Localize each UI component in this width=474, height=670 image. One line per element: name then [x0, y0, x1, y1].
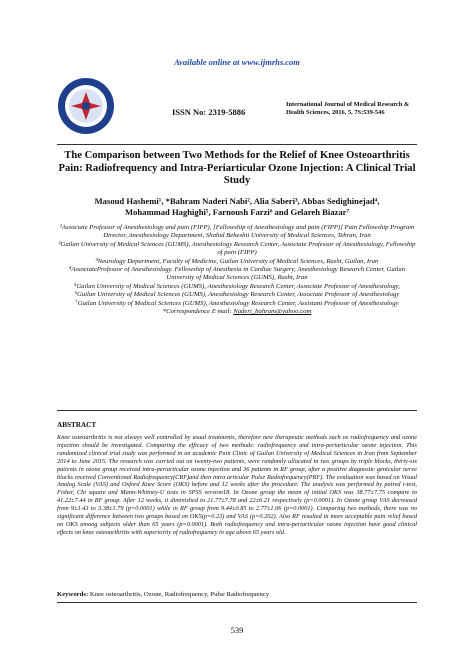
- affiliation-3: ³Neurology Department, Faculty of Medicine, Guilan University of Medical Sciences, Rasht, Guilan, Iran: [95, 257, 379, 265]
- affiliation-6: ⁶Guilan University of Medical Sciences (GUMS), Anesthesiology Research Center, Associate Professor of Anesthesiology: [74, 291, 400, 299]
- keywords-label: Keywords:: [57, 591, 89, 598]
- affiliation-4: ⁴AssociateProfessor of Anesthesiology. Fellowship of Anesthesia in Cardiac Surgery, Anesthesiology Research Center, Guilan University of Medical Sciences (GUMS), Rasht, Iran: [68, 266, 406, 282]
- affiliations: [57, 224, 417, 316]
- affiliation-7: ⁷Guilan University of Medical Sciences (GUMS), Anesthesiology Research Center, Assistant Professor of Anesthesiology: [75, 299, 399, 307]
- author-list: [57, 196, 417, 218]
- correspondence: [57, 308, 417, 316]
- issn-number: ISSN No: 2319-5886: [172, 107, 246, 117]
- journal-citation: [286, 101, 436, 117]
- divider-top: [57, 144, 417, 145]
- journal-name: International Journal of Medical Research &: [286, 101, 410, 108]
- authors-line-1: Masoud Hashemi¹, *Bahram Naderi Nabi², Alia Saberi³, Abbas Sedighinejad⁴,: [94, 196, 380, 206]
- article-title: The Comparison between Two Methods for the Relief of Knee Osteoarthritis Pain: Radiofrequency and Intra-Periarticular Ozone Injection: A Clinical Trial Study: [58, 150, 416, 186]
- page-number: 539: [230, 625, 244, 635]
- affiliation-2: ²Guilan University of Medical Sciences (GUMS), Anesthesiology Research Center, Associate Professor of Anesthesiology, Fellowship of pain (FIPP): [58, 240, 416, 257]
- journal-logo-icon: [57, 77, 115, 135]
- keywords: [57, 591, 417, 598]
- affiliation-5: ⁵Guilan University of Medical Sciences (GUMS), Anesthesiology Research Center, Associate Professor of Anesthesiology,: [74, 282, 400, 290]
- divider-bottom: [57, 602, 417, 603]
- affiliation-1: ¹Associate Professor of Anesthesiology and pain (FIPP), [Fellowship of Anesthesiology and pain (FIPP)] Pain Fellowship Program Director, Anesthesiology Department, Shahid Beheshti University of Medical Sciences, Tehran, Iran: [59, 224, 415, 240]
- keywords-text: Knee osteoarthritis, Ozone, Radiofrequency, Pulse Radiofrequency: [88, 591, 270, 598]
- correspondence-label: *Correspondence E mail:: [162, 308, 234, 316]
- availability-line: Available online at www.ijmrhs.com: [174, 57, 300, 67]
- correspondence-email-link[interactable]: Naderi_bahram@yahoo.com: [233, 308, 312, 316]
- divider-middle: [57, 410, 417, 411]
- authors-line-2: Mohammad Haghighi⁵, Farnoush Farzi⁶ and Gelareh Biazar⁷: [124, 207, 350, 217]
- abstract-heading: ABSTRACT: [57, 421, 97, 429]
- journal-volume: Health Sciences, 2016, 5, 7S:539-546: [286, 109, 385, 116]
- abstract-text: Knee osteoarthritis is not always well controlled by usual treatments, therefore new therapeutic methods such as radiofrequency and ozone injection should be investigated. Comparing the efficacy of two methods: radiofrequency and intra-periarticular ozone injection. This randomized clinical trial study was performed in an academic Pain Clinic of Guilan University of Medical Sciences in Iran from September 2014 to June 2015. The research was carried out on twenty-two patients, were randomly allocated in two groups by triple blocks, thirty-six patients in ozone group received intra-periarticular ozone injection and 36 patients in RF group, after a positive diagnostic genicular nerve blocks received Conventional Radiofrequency(CRF)and then intra articular Pulse Radiofrequency(PRF). The evaluation was based on Visual Analog Scale (VAS) and Oxford Knee Score (OKS) before and 12 weeks after the procedure. The analysis was performed by paired t-test, Fisher, Chi square and Mann-Whitney-U tests in SPSS version18. In Ozone group the mean of initial OKS was 38.77±7.75 compare to 41.22±7.44 in RF group. After 12 weeks, it diminished to 21.77±7.78 and 22±6.21 respectively (p=0.0001). In Ozone group VAS decreased from 9±1.43 to 3.38±1.79 (p=0.0001) while in RF group from 9.44±0.85 to 2.77±1.06 (p=0.0001). Comparing two methods, there was no significant difference between two groups based on OKS(p=0.23) and VAS (p=0.202). Also RF resulted in more acceptable pain relief based on OKS among subjects older than 65 years (p=0.0001). Both radiofrequency and intra-periarticular ozone injection have good clinical effects on knee osteoarthritis with superiority of radiofrequency in age above 65 years old.: [57, 434, 417, 536]
